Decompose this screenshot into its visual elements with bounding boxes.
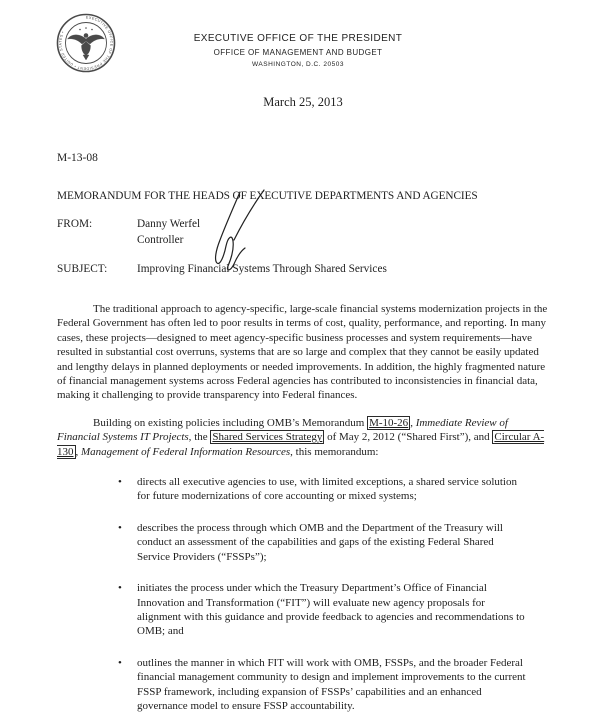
letterhead-address: WASHINGTON, D.C. 20503 xyxy=(252,61,344,68)
bullet-text: initiates the process under which the Treasury Department’s Office of Financial Innovation and Transformation (“FIT”) will evaluate new agency proposals for alignment with this guidance and provide feedback to agencies and recommendations to OMB; and xyxy=(137,582,525,638)
bullet-item-directs xyxy=(137,475,529,504)
memo-heading: MEMORANDUM FOR THE HEADS OF EXECUTIVE DEPARTMENTS AND AGENCIES xyxy=(57,190,478,202)
para2-lead: Building on existing policies including OMB’s Memorandum xyxy=(93,416,368,429)
paragraph-intro: The traditional approach to agency-specific, large-scale financial systems modernization projects in the Federal Government has often led to poor results in terms of cost, quality, performance, and reporting. In many cases, these projects—designed to meet agency-specific business processes and system requirements—have resulted in substantial cost overruns, systems that are so large and complex that they cannot be easily updated and lengthy delays in planned deployments or needed improvements. In addition, the highly fragmented nature of financial management systems across Federal agencies has contributed to inconsistencies in financial data, making it challenging to provide transparency into Federal finances. xyxy=(57,303,548,402)
bullet-item-initiates xyxy=(137,581,529,639)
from-label: FROM: xyxy=(57,218,93,230)
link-shared-services-strategy[interactable]: Shared Services Strategy xyxy=(212,431,323,444)
para2-sep2: , xyxy=(75,445,81,458)
subject-label: SUBJECT: xyxy=(57,263,108,275)
paragraph-policies xyxy=(57,416,551,459)
from-title: Controller xyxy=(137,233,184,246)
seal-eagle xyxy=(68,27,105,60)
subject-row xyxy=(57,262,387,278)
from-name: Danny Werfel xyxy=(137,218,201,230)
letterhead xyxy=(108,33,488,68)
link-m-10-26[interactable]: M-10-26 xyxy=(369,416,409,429)
bullet-text: describes the process through which OMB and the Department of the Treasury will conduct an assessment of the capabilities and gaps of the existing Federal Shared Service Providers (“FSSPs”); xyxy=(137,521,503,563)
para2-mid2: of May 2, 2012 (“Shared First”), and xyxy=(324,431,493,444)
from-row xyxy=(57,217,200,248)
memo-date: March 25, 2013 xyxy=(263,95,343,109)
letterhead-office: EXECUTIVE OFFICE OF THE PRESIDENT xyxy=(193,33,403,44)
bullet-text: outlines the manner in which FIT will work with OMB, FSSPs, and the broader Federal financial management community to design and implement improvements to the current FSSP framework, including expansion of FSSPs’ capabilities and an enhanced governance model to ensure FSSP accountability. xyxy=(137,656,526,712)
seal-ring-text: EXECUTIVE OFFICE OF THE PRESIDENT • UNITED STATES • xyxy=(58,15,114,71)
para2-sep1: , xyxy=(410,416,416,429)
memo-number: M-13-08 xyxy=(57,152,98,164)
memo-bullet-list xyxy=(57,475,551,713)
letterhead-bureau: OFFICE OF MANAGEMENT AND BUDGET xyxy=(213,48,383,57)
para2-title-immediate-review: Immediate Review of Financial Systems IT Projects, xyxy=(57,416,508,444)
bullet-text: directs all executive agencies to use, with limited exceptions, a shared service solution for future modernizations of core accounting or mixed systems; xyxy=(137,476,517,503)
bullet-item-describes xyxy=(137,521,529,564)
link-circular-a-130[interactable]: Circular A-130 xyxy=(57,431,545,458)
para2-title-management-federal-info: Management of Federal Information Resources xyxy=(81,445,291,458)
bullet-item-outlines xyxy=(137,656,529,714)
memo-body xyxy=(57,302,551,718)
subject-value: Improving Financial Systems Through Shared Services xyxy=(137,263,387,275)
para2-tail: , this memorandum: xyxy=(290,445,379,458)
para2-mid1: the xyxy=(191,431,211,444)
